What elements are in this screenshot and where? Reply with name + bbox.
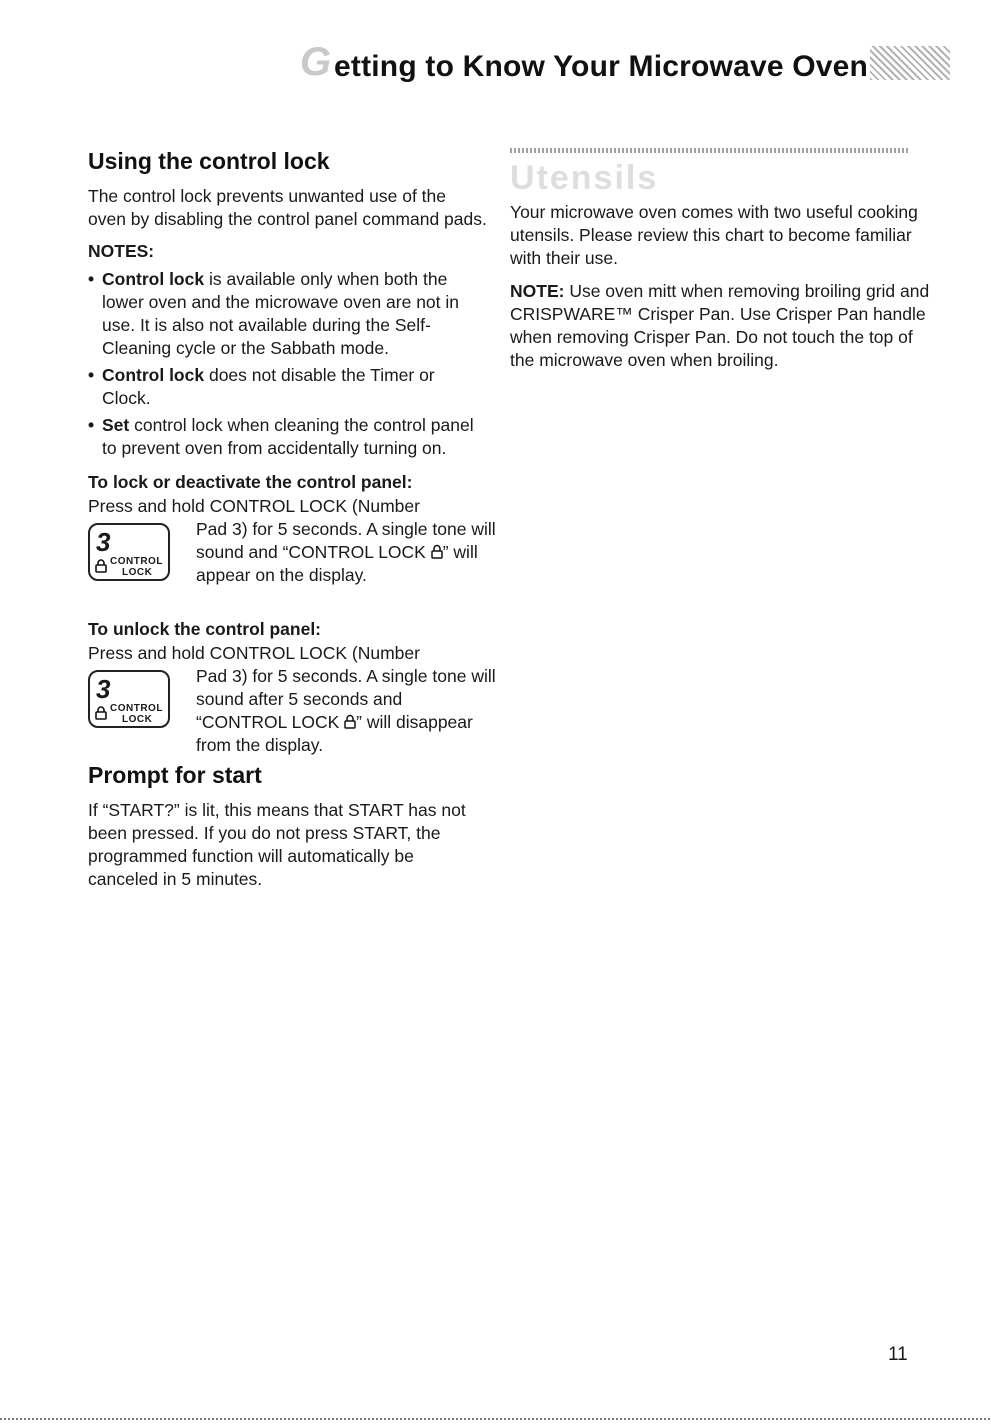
utensils-heading: Utensils [510, 159, 659, 197]
lock-icon [344, 714, 356, 729]
keypad-number: 3 [96, 674, 111, 704]
lock-icon [95, 706, 107, 720]
notes-list [88, 268, 488, 460]
header-decoration [870, 46, 950, 80]
bottom-rule [0, 1418, 991, 1420]
prompt-heading: Prompt for start [88, 762, 262, 788]
lock-text: Pad 3) for 5 seconds. A single tone will sound and “CONTROL LOCK ” will appear on the display. [196, 519, 496, 585]
note-bold: Control lock [102, 365, 205, 385]
note-bold: Control lock [102, 269, 205, 289]
lock-instructions [88, 495, 496, 595]
prompt-text: If “START?” is lit, this means that START has not been pressed. If you do not press START, the programmed function will automatically be canceled in 5 minutes. [88, 800, 466, 889]
utensils-intro: Your microwave oven comes with two useful cooking utensils. Please review this chart to become familiar with their use. [510, 202, 918, 268]
keypad-label-line1: CONTROL [110, 556, 163, 567]
page-title: etting to Know Your Microwave Oven [334, 50, 869, 83]
control-lock-heading: Using the control lock [88, 148, 330, 174]
keypad-label-line2: LOCK [122, 714, 153, 725]
keypad-number: 3 [96, 527, 111, 557]
control-lock-keypad-icon [88, 670, 170, 728]
page-header [300, 38, 960, 98]
unlock-instructions [88, 642, 496, 755]
unlock-text: Pad 3) for 5 seconds. A single tone will sound after 5 seconds and “CONTROL LOCK ” will disappear from the display. [196, 666, 496, 755]
note-item: • Control lock does not disable the Timer or Clock. [88, 365, 435, 408]
lock-icon [95, 559, 107, 573]
control-lock-keypad-icon [88, 523, 170, 581]
unlock-first-line: Press and hold CONTROL LOCK (Number [88, 643, 420, 663]
left-column [88, 148, 496, 891]
note-text: control lock when cleaning the control panel to prevent oven from accidentally turning on. [102, 415, 474, 458]
note-bold: Set [102, 415, 130, 435]
lock-icon [431, 544, 443, 559]
page-number: 11 [888, 1344, 908, 1365]
notes-heading: NOTES: [88, 241, 155, 261]
note-item: • Set control lock when cleaning the control panel to prevent oven from accidentally turning on. [88, 415, 474, 458]
keypad-label-line1: CONTROL [110, 703, 163, 714]
note-text: Use oven mitt when removing broiling grid and CRISPWARE™ Crisper Pan. Use Crisper Pan handle when removing Crisper Pan. Do not touch the top of the microwave oven when broiling. [510, 281, 930, 370]
note-text: does not disable the Timer or Clock. [102, 365, 435, 408]
right-column [510, 148, 930, 372]
keypad-label-line2: LOCK [122, 567, 153, 578]
lock-heading: To lock or deactivate the control panel: [88, 472, 413, 492]
lock-first-line: Press and hold CONTROL LOCK (Number [88, 496, 420, 516]
section-rule [510, 148, 910, 153]
note-label: NOTE: [510, 281, 565, 301]
note-item: • Control lock is available only when both the lower oven and the microwave oven are not in use. It is also not available during the Self-Cleaning cycle or the Sabbath mode. [88, 269, 460, 358]
control-lock-intro: The control lock prevents unwanted use of the oven by disabling the control panel command pads. [88, 186, 487, 229]
title-initial: G [300, 40, 332, 84]
utensils-note [510, 280, 930, 372]
unlock-heading: To unlock the control panel: [88, 619, 322, 639]
note-text: is available only when both the lower oven and the microwave oven are not in use. It is also not available during the Self-Cleaning cycle or the Sabbath mode. [102, 269, 460, 358]
